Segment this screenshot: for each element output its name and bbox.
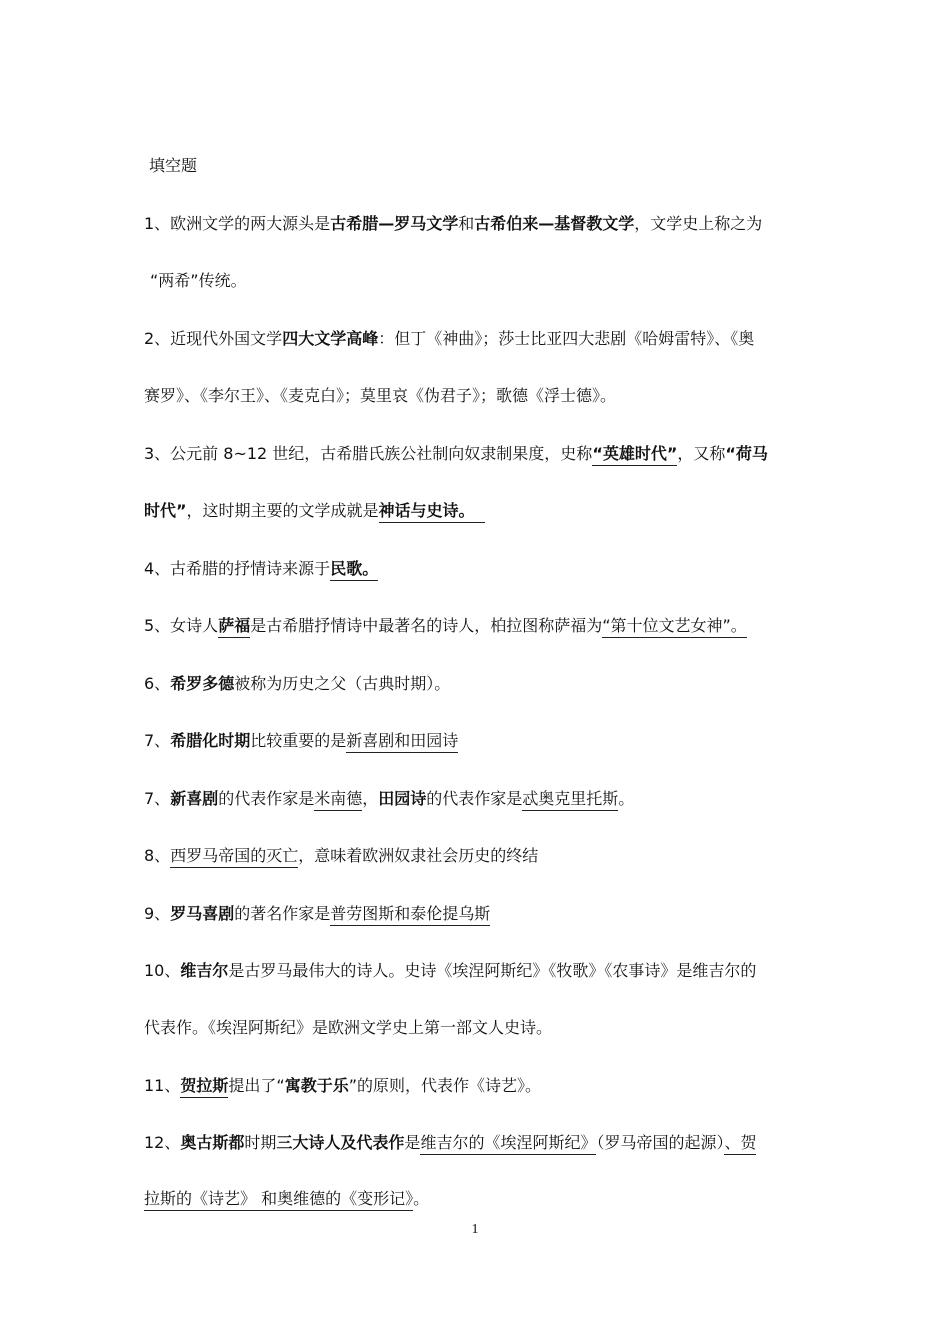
- question-5: 5、女诗人萨福是古希腊抒情诗中最著名的诗人，柏拉图称萨福为“第十位文艺女神”。: [144, 616, 747, 636]
- page-number: 1: [471, 1222, 479, 1237]
- question-7a: 7、希腊化时期比较重要的是新喜剧和田园诗: [144, 731, 458, 751]
- question-1-line-2: “两希”传统。: [150, 271, 247, 290]
- question-9: 9、罗马喜剧的著名作家是普劳图斯和泰伦提乌斯: [144, 904, 490, 924]
- question-3-line-1: 3、公元前 8~12 世纪，古希腊氏族公社制向奴隶制果度，史称“英雄时代”，又称“荷马: [144, 444, 768, 464]
- question-11: 11、贺拉斯提出了“寓教于乐”的原则，代表作《诗艺》。: [144, 1076, 541, 1096]
- question-10-line-1: 10、维吉尔是古罗马最伟大的诗人。史诗《埃涅阿斯纪》《牧歌》《农事诗》是维吉尔的: [144, 961, 757, 980]
- question-7b: 7、新喜剧的代表作家是米南德，田园诗的代表作家是忒奥克里托斯。: [144, 789, 634, 809]
- question-2-line-2: 赛罗》、《李尔王》、《麦克白》；莫里哀《伪君子》；歌德《浮士德》。: [144, 386, 617, 405]
- question-12-line-2: 拉斯的《诗艺》 和奥维德的《变形记》。: [144, 1189, 429, 1209]
- question-10-line-2: 代表作。《埃涅阿斯纪》是欧洲文学史上第一部文人史诗。: [144, 1018, 553, 1037]
- question-6: 6、希罗多德被称为历史之父（古典时期）。: [144, 674, 451, 693]
- question-3-line-2: 时代”，这时期主要的文学成就是神话与史诗。: [144, 501, 485, 521]
- question-2-line-1: 2、近现代外国文学四大文学高峰：但丁《神曲》；莎士比亚四大悲剧《哈姆雷特》、《奥: [144, 329, 755, 348]
- question-1-line-1: 1、欧洲文学的两大源头是古希腊—罗马文学和古希伯来—基督教文学，文学史上称之为: [144, 214, 763, 233]
- question-4: 4、古希腊的抒情诗来源于民歌。: [144, 559, 378, 579]
- question-12-line-1: 12、奥古斯都时期三大诗人及代表作是维吉尔的《埃涅阿斯纪》（罗马帝国的起源）、贺: [144, 1133, 756, 1153]
- section-title: 填空题: [149, 156, 198, 175]
- question-8: 8、西罗马帝国的灭亡，意味着欧洲奴隶社会历史的终结: [144, 846, 538, 866]
